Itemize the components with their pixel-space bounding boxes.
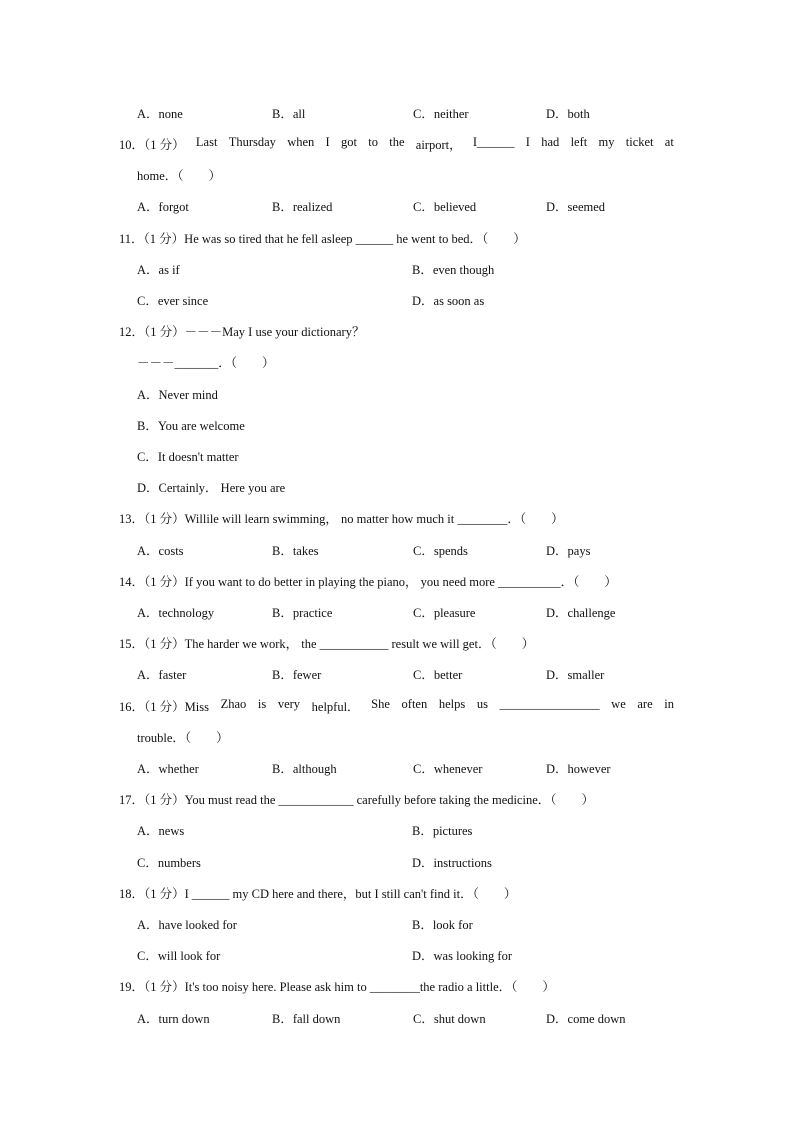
- q15-option-c[interactable]: C．better: [413, 668, 463, 682]
- q10-word: when: [287, 135, 315, 149]
- q19-option-b[interactable]: B．fall down: [272, 1012, 341, 1026]
- q13-option-d[interactable]: D．pays: [546, 544, 591, 558]
- q13-option-b[interactable]: B．takes: [272, 544, 319, 558]
- q19-option-d[interactable]: D．come down: [546, 1012, 626, 1026]
- q11-option-b[interactable]: B．even though: [412, 263, 495, 277]
- q11-options-row2: [137, 291, 677, 309]
- q10-number: 10．（1 分）: [119, 138, 185, 152]
- q10-options: [137, 197, 677, 215]
- q10-word: had: [541, 135, 560, 149]
- q10-word: I: [325, 135, 330, 149]
- q15-question: 15．（1 分）The harder we work， the ___________ result we will get．（ ）: [119, 637, 535, 651]
- q14-option-d[interactable]: D．challenge: [546, 606, 616, 620]
- q10-word: ticket: [625, 135, 654, 149]
- q10-continuation: home．（ ）: [137, 169, 222, 183]
- q12-option-b[interactable]: B．You are welcome: [137, 419, 245, 433]
- q17-option-c[interactable]: C．numbers: [137, 856, 201, 870]
- q18-option-d[interactable]: D．was looking for: [412, 949, 512, 963]
- q19-option-a[interactable]: A．turn down: [137, 1012, 210, 1026]
- q10-word: Thursday: [228, 135, 276, 149]
- q9-option-c[interactable]: C．neither: [413, 107, 469, 121]
- q10-word: I: [525, 135, 530, 149]
- q18-options-row2: [137, 946, 677, 964]
- q16-word: She: [371, 697, 390, 711]
- q14-option-c[interactable]: C．pleasure: [413, 606, 476, 620]
- q13-options: [137, 541, 677, 559]
- q14-option-b[interactable]: B．practice: [272, 606, 333, 620]
- q12-question: 12．（1 分）－－－May I use your dictionary？: [119, 325, 365, 339]
- q12-option-d[interactable]: D．Certainly． Here you are: [137, 481, 286, 495]
- q11-question: 11．（1 分）He was so tired that he fell asleep ______ he went to bed．（ ）: [119, 232, 526, 246]
- q18-option-c[interactable]: C．will look for: [137, 949, 221, 963]
- q10-word: to: [368, 135, 378, 149]
- q19-options: [137, 1009, 677, 1027]
- q16-word: are: [637, 697, 653, 711]
- q16-word: in: [664, 697, 674, 711]
- q11-options-row1: [137, 260, 677, 278]
- q14-options: [137, 603, 677, 621]
- q11-option-c[interactable]: C．ever since: [137, 294, 209, 308]
- q14-option-a[interactable]: A．technology: [137, 606, 215, 620]
- q11-option-a[interactable]: A．as if: [137, 263, 180, 277]
- q16-blank[interactable]: ________________: [499, 697, 600, 711]
- q16-number: 16．（1 分）Miss: [119, 700, 209, 714]
- q10-word: got: [340, 135, 357, 149]
- q16-option-d[interactable]: D．however: [546, 762, 611, 776]
- q13-option-c[interactable]: C．spends: [413, 544, 468, 558]
- q19-option-c[interactable]: C．shut down: [413, 1012, 486, 1026]
- q10-option-c[interactable]: C．believed: [413, 200, 477, 214]
- q16-word: very: [277, 697, 301, 711]
- q18-question: 18．（1 分）I ______ my CD here and there，but I still can't find it．（ ）: [119, 887, 517, 901]
- q9-option-d[interactable]: D．both: [546, 107, 590, 121]
- q18-option-a[interactable]: A．have looked for: [137, 918, 237, 932]
- q16-word: Zhao: [220, 697, 247, 711]
- q16-word: is: [257, 697, 267, 711]
- q16-options: [137, 759, 677, 777]
- q16-word: we: [611, 697, 626, 711]
- q15-option-d[interactable]: D．smaller: [546, 668, 605, 682]
- q10-word: airport，: [415, 138, 462, 152]
- q16-question: [119, 697, 674, 715]
- q16-continuation: trouble．（ ）: [137, 731, 229, 745]
- q10-word: at: [664, 135, 674, 149]
- q16-word: helpful．: [311, 700, 360, 714]
- q10-word: my: [598, 135, 615, 149]
- q16-option-a[interactable]: A．whether: [137, 762, 199, 776]
- q16-word: helps: [438, 697, 466, 711]
- q17-options-row1: [137, 821, 677, 839]
- q9-option-a[interactable]: A．none: [137, 107, 183, 121]
- q10-word: left: [570, 135, 588, 149]
- q9-options: [137, 104, 677, 122]
- q10-word: the: [389, 135, 405, 149]
- q10-word: Last: [195, 135, 218, 149]
- q17-option-a[interactable]: A．news: [137, 824, 185, 838]
- q13-option-a[interactable]: A．costs: [137, 544, 184, 558]
- q15-options: [137, 665, 677, 683]
- q17-option-b[interactable]: B．pictures: [412, 824, 473, 838]
- q12-option-c[interactable]: C．It doesn't matter: [137, 450, 239, 464]
- q19-question: 19．（1 分）It's too noisy here. Please ask him to ________the radio a little．（ ）: [119, 980, 555, 994]
- q16-word: often: [401, 697, 428, 711]
- q17-question: 17．（1 分）You must read the ____________ carefully before taking the medicine．（ ）: [119, 793, 595, 807]
- q12-option-a[interactable]: A．Never mind: [137, 388, 218, 402]
- q15-option-a[interactable]: A．faster: [137, 668, 187, 682]
- q10-option-b[interactable]: B．realized: [272, 200, 333, 214]
- q10-option-d[interactable]: D．seemed: [546, 200, 606, 214]
- q12-continuation: －－－_______．（ ）: [137, 356, 275, 370]
- q10-option-a[interactable]: A．forgot: [137, 200, 189, 214]
- q15-option-b[interactable]: B．fewer: [272, 668, 322, 682]
- q13-question: 13．（1 分）Willile will learn swimming， no matter how much it ________．（ ）: [119, 512, 564, 526]
- q18-options-row1: [137, 915, 677, 933]
- q10-blank[interactable]: I______: [472, 135, 515, 149]
- q10-question: [119, 135, 674, 153]
- q16-option-c[interactable]: C．whenever: [413, 762, 483, 776]
- q18-option-b[interactable]: B．look for: [412, 918, 473, 932]
- q9-option-b[interactable]: B．all: [272, 107, 306, 121]
- q11-option-d[interactable]: D．as soon as: [412, 294, 485, 308]
- q17-options-row2: [137, 853, 677, 871]
- q16-word: us: [476, 697, 488, 711]
- q17-option-d[interactable]: D．instructions: [412, 856, 492, 870]
- q14-question: 14．（1 分）If you want to do better in playing the piano， you need more __________．（ ）: [119, 575, 617, 589]
- q16-option-b[interactable]: B．although: [272, 762, 337, 776]
